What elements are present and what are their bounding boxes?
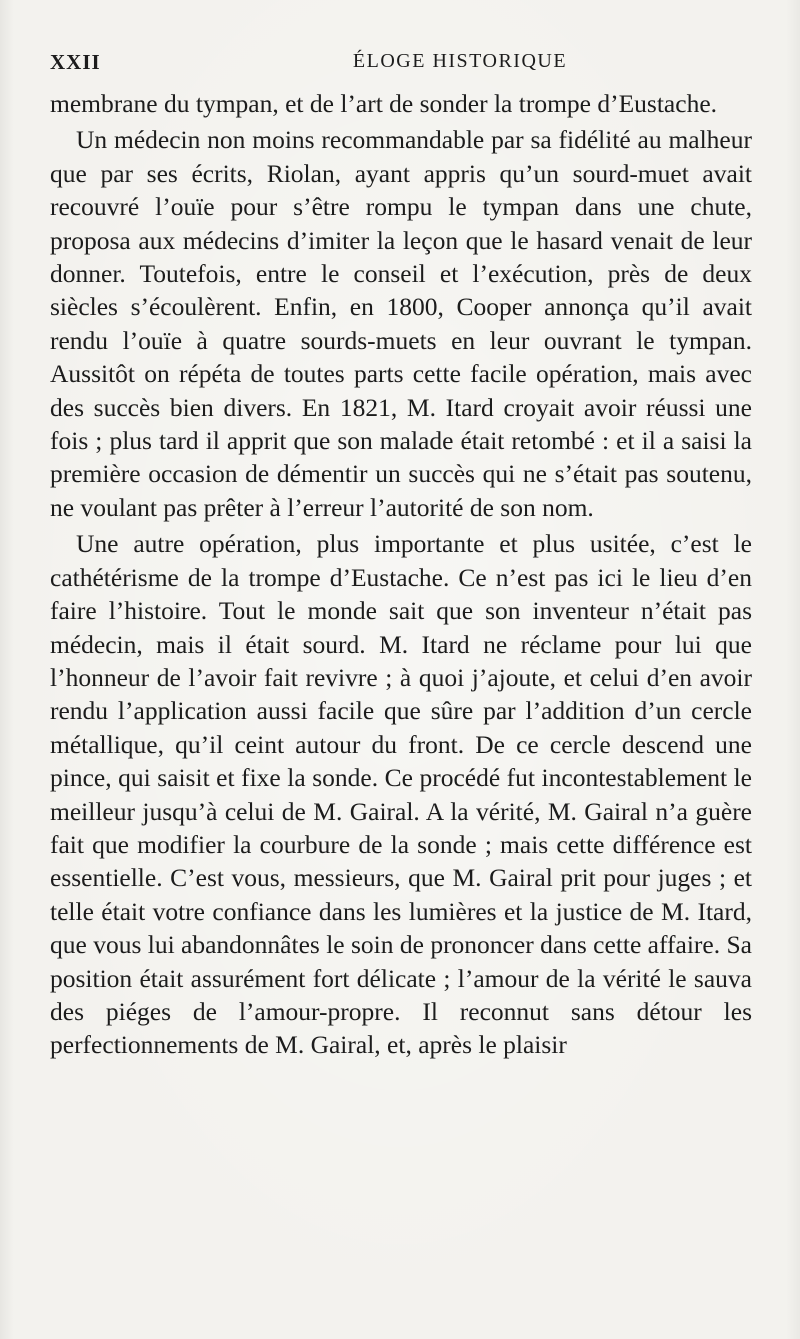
running-title: ÉLOGE HISTORIQUE <box>352 50 568 72</box>
running-head <box>50 50 750 80</box>
page-number: XXII <box>50 50 101 74</box>
body-text <box>50 87 752 1062</box>
paragraph-continued: membrane du tympan, et de l’art de sonder la trompe d’Eustache. <box>50 89 718 118</box>
paragraph-riolan: Un médecin non moins recommandable par sa fidélité au malheur que par ses écrits, Riolan, ayant appris qu’un sourd-muet avait recouvré l’ouïe pour s’être rompu le tympan dans une chute, proposa aux médecins d’imiter la leçon que le hasard venait de leur donner. Toutefois, entre le conseil et l’exécution, près de deux siècles s’écoulèrent. Enfin, en 1800, Cooper annonça qu’il avait rendu l’ouïe à quatre sourds-muets en leur ouvrant le tympan. Aussitôt on répéta de toutes parts cette facile opération, mais avec des succès bien divers. En 1821, M. Itard croyait avoir réussi une fois ; plus tard il apprit que son malade était retombé : et il a saisi la première occasion de démentir un succès qui ne s’était pas soutenu, ne voulant pas prêter à l’erreur l’autorité de son nom. <box>50 125 752 522</box>
paragraph-catheterism: Une autre opération, plus importante et plus usitée, c’est le cathétérisme de la trompe d’Eustache. Ce n’est pas ici le lieu d’en faire l’histoire. Tout le monde sait que son inventeur n’était pas médecin, mais il était sourd. M. Itard ne réclame pour lui que l’honneur de l’avoir fait revivre ; à quoi j’ajoute, et celui d’en avoir rendu l’application aussi facile que sûre par l’addition d’un cercle métallique, qu’il ceint autour du front. De ce cercle descend une pince, qui saisit et fixe la sonde. Ce procédé fut incontestablement le meilleur jusqu’à celui de M. Gairal. A la vérité, M. Gairal n’a guère fait que modifier la courbure de la sonde ; mais cette différence est essentielle. C’est vous, messieurs, que M. Gairal prit pour juges ; et telle était votre confiance dans les lumières et la justice de M. Itard, que vous lui abandonnâtes le soin de prononcer dans cette affaire. Sa position était assurément fort délicate ; l’amour de la vérité le sauva des piéges de l’amour-propre. Il reconnut sans détour les perfectionnements de M. Gairal, et, après le plaisir <box>50 529 752 1060</box>
